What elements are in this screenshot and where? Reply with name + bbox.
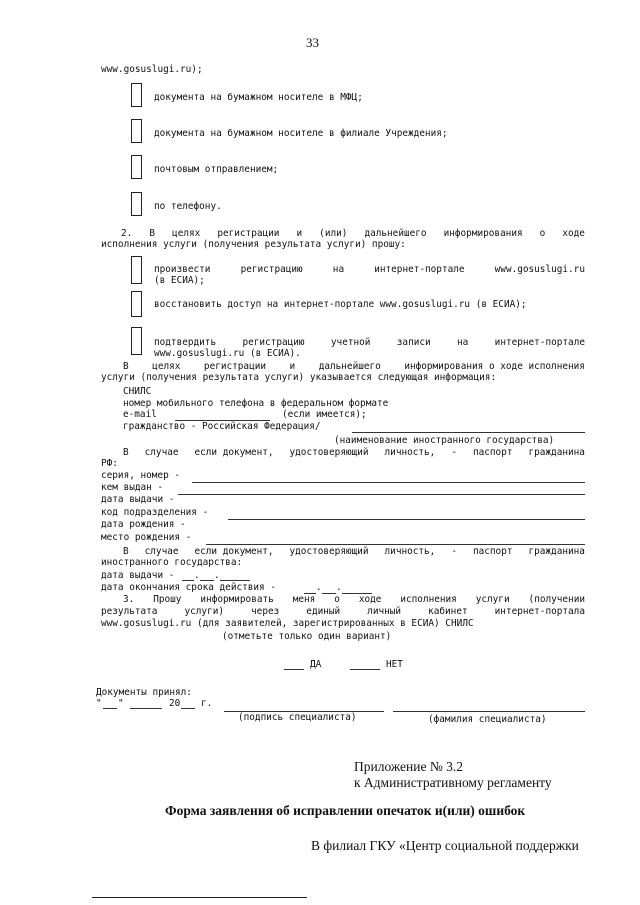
citizenship-label: гражданство - Российская Федерация/ [123,421,321,432]
appendix-line2: к Административному регламенту [354,775,552,790]
rf-series-line[interactable] [192,482,585,483]
checkbox-restore[interactable] [131,291,142,317]
rf-birth-place-label: место рождения - [101,532,192,543]
no-label: НЕТ [386,659,403,670]
bottom-rule [92,897,307,898]
citizenship-line[interactable] [352,432,585,433]
section3-line4: (отметьте только один вариант) [222,631,392,642]
option-mfc: документа на бумажном носителе в МФЦ; [154,92,363,103]
foreign-issue-dot2: . [214,570,220,581]
option-register-line2: (в ЕСИА); [154,275,205,286]
section3-line3: www.gosuslugi.ru (для заявителей, зарегистрированных в ЕСИА) СНИЛС [101,618,474,629]
foreign-issue-month-line[interactable] [200,580,214,581]
rf-issued-label: кем выдан - [101,482,164,493]
option-register-line1: произвести регистрацию на интернет-портале www.gosuslugi.ru [154,264,585,275]
checkbox-mail[interactable] [131,155,142,179]
checkbox-phone[interactable] [131,192,142,216]
rf-passport-intro-line2: РФ: [101,458,118,469]
foreign-passport-intro-line2: иностранного государства: [101,557,243,568]
yes-label: ДА [310,659,322,670]
foreign-issue-year-line[interactable] [220,580,250,581]
surname-line[interactable] [393,711,585,712]
foreign-issue-date-label: дата выдачи - [101,570,175,581]
date-year-prefix: 20 [169,698,181,709]
phone-label: номер мобильного телефона в федеральном формате [123,398,389,409]
email-label: e-mail [123,409,157,420]
rf-series-label: серия, номер - [101,470,181,481]
rf-code-label: код подразделения - [101,507,209,518]
checkbox-confirm[interactable] [131,327,142,355]
option-phone: по телефону. [154,201,222,212]
acceptance-title: Документы принял: [96,687,192,698]
info-intro-line1: В целях регистрации и дальнейшего информирования о ходе исполнения [123,361,585,372]
checkbox-register[interactable] [131,256,142,284]
email-hint: (если имеется); [282,409,367,420]
checkbox-mfc[interactable] [131,83,142,107]
rf-birth-date-label: дата рождения - [101,519,186,530]
date-quote-open: " [96,698,102,709]
page-number: 33 [306,35,319,50]
section3-line2: результата услуги) через единый личный кабинет интернет-портала [101,606,585,617]
snils-label: СНИЛС [123,386,152,397]
option-confirm-line2: www.gosuslugi.ru (в ЕСИА). [154,348,301,359]
foreign-issue-dot1: . [194,570,200,581]
option-branch: документа на бумажном носителе в филиале Учреждения; [154,128,448,139]
citizenship-hint: (наименование иностранного государства) [334,435,555,446]
form-title: Форма заявления об исправлении опечаток и(или) ошибок [165,803,526,818]
no-line[interactable] [350,669,380,670]
url-line: www.gosuslugi.ru); [101,64,203,75]
date-day-line[interactable] [103,708,117,709]
signature-hint: (подпись специалиста) [238,712,357,723]
date-month-line[interactable] [130,708,162,709]
yes-line[interactable] [284,669,304,670]
section2-line1: 2. В целях регистрации и (или) дальнейшего информирования о ходе [121,228,585,239]
option-mail: почтовым отправлением; [154,164,279,175]
rf-passport-intro: В случае если документ, удостоверяющий личность, - паспорт гражданина [123,447,585,458]
appendix-line1: Приложение № 3.2 [354,759,463,774]
option-confirm-line1: подтвердить регистрацию учетной записи на интернет-портале [154,337,585,348]
date-year-suffix: г. [201,698,213,709]
section2-line2: исполнения услуги (получения результата услуги) прошу: [101,239,406,250]
rf-code-line[interactable] [228,519,585,520]
checkbox-branch[interactable] [131,119,142,143]
rf-issue-date-label: дата выдачи - [101,494,175,505]
rf-issued-line[interactable] [178,494,585,495]
foreign-expiry-dot1: . [316,582,322,593]
option-restore: восстановить доступ на интернет-портале www.gosuslugi.ru (в ЕСИА); [154,299,527,310]
foreign-expiry-dot2: . [336,582,342,593]
foreign-expiry-label: дата окончания срока действия - [101,582,276,593]
surname-hint: (фамилия специалиста) [428,714,547,725]
date-year-line[interactable] [181,708,195,709]
info-intro-line2: услуги (получения результата услуги) указывается следующая информация: [101,372,497,383]
addressee-line: В филиал ГКУ «Центр социальной поддержки [311,838,579,853]
section3-line1: 3. Прошу информировать меня о ходе исполнения услуги (получении [123,594,585,605]
date-quote-close: " [118,698,124,709]
foreign-passport-intro: В случае если документ, удостоверяющий личность, - паспорт гражданина [123,546,585,557]
rf-birth-place-line[interactable] [206,544,585,545]
foreign-issue-day-line[interactable] [182,580,194,581]
